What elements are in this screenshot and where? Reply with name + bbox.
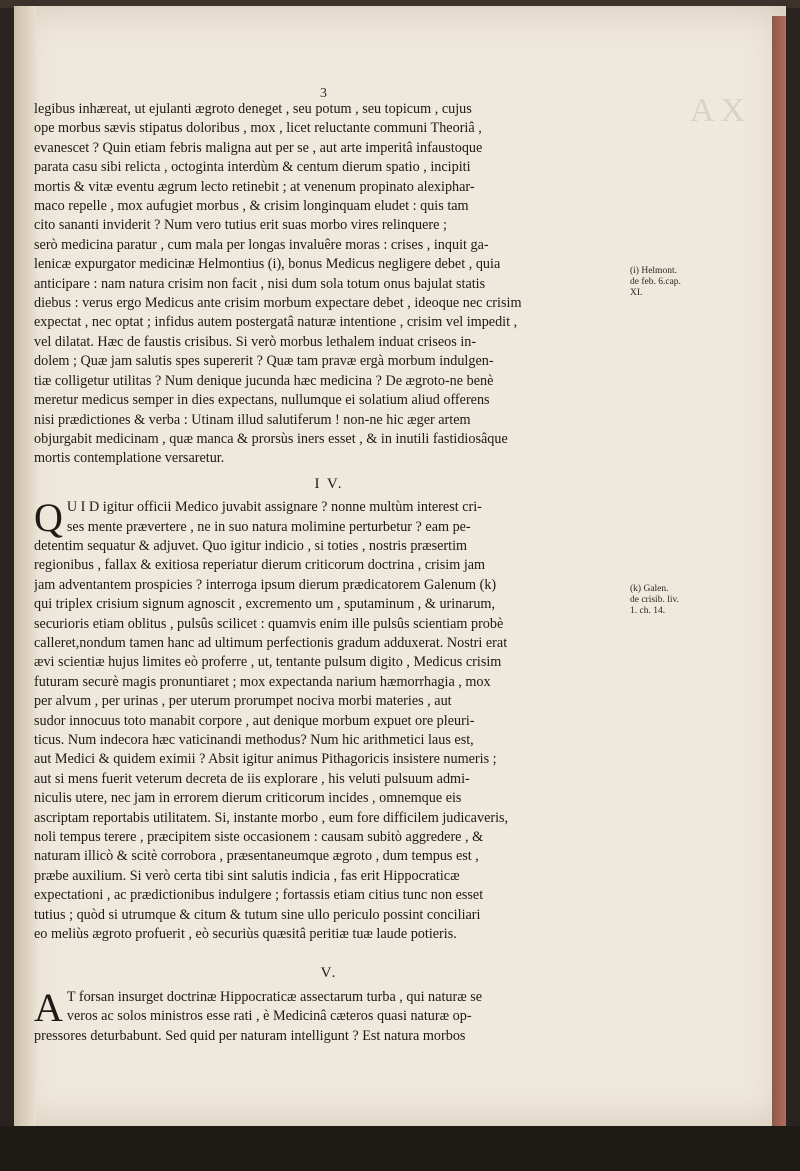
text-line: tutius ; quòd si utrumque & citum & tutum sine ullo periculo possint conciliari bbox=[34, 906, 481, 923]
text-line: lenicæ expurgator medicinæ Helmontius (i), bonus Medicus negligere debet , quia bbox=[34, 256, 501, 273]
text-line: ævi scientiæ hujus limites eò proferre , ut, tentante pulsum digito , Medicus crisim bbox=[34, 654, 502, 671]
text-line: serò medicina paratur , cum mala per longas invaluêre moras : crises , inquit ga- bbox=[34, 236, 489, 253]
text-line: jam adventantem prospicies ? interroga ipsum dierum prædicatorem Galenum (k) bbox=[34, 576, 497, 593]
text-line: calleret,nondum tamen hanc ad ultimum perfectionis gradum adduxerat. Nostri erat bbox=[34, 634, 508, 651]
text-line: legibus inhæreat, ut ejulanti ægroto deneget , seu potum , seu topicum , cujus bbox=[34, 101, 472, 117]
text-line: objurgabit medicinam , quæ manca & prorsùs iners esset , & in inutili fastidiosâque bbox=[34, 430, 508, 447]
page-binding bbox=[14, 6, 36, 1136]
text-line: mortis contemplatione versaretur. bbox=[34, 450, 225, 467]
text-line: dolem ; Quæ jam salutis spes supererit ? Quæ tam pravæ ergà morbum indulgen- bbox=[34, 353, 494, 370]
paragraph-1 bbox=[34, 100, 624, 469]
note-line: 1. ch. 14. bbox=[630, 606, 666, 616]
text-line: ticus. Num indecora hæc vaticinandi methodus? Num hic arithmetici laus est, bbox=[34, 732, 474, 748]
text-line: eo meliùs ægroto profuerit , eò securiùs quæsitâ peritiæ tuæ laude potieris. bbox=[34, 926, 457, 943]
show-through-ghost: AX bbox=[690, 92, 752, 129]
text-line: sudor innocuus toto manabit corpore , aut denique morbum expuet ore pleuri- bbox=[34, 712, 475, 729]
text-line: ope morbus sævis stipatus doloribus , mox , licet reluctante communi Theoriâ , bbox=[34, 120, 482, 137]
text-line: cito sananti inviderit ? Num vero tutius erit suas morbo vires relinquere ; bbox=[34, 217, 447, 234]
text-line: vel dilatat. Hæc de faustis crisibus. Si verò morbus lethalem induat criseos in- bbox=[34, 333, 477, 350]
text-line: U I D igitur officii Medico juvabit assignare ? nonne multùm interest cri- bbox=[66, 499, 482, 516]
margin-note-i bbox=[630, 266, 681, 299]
note-line: de feb. 6.cap. bbox=[630, 277, 681, 287]
text-line: anticipare : nam natura crisim non facit , nisi dum sola totum onus bajulat statis bbox=[34, 275, 486, 292]
text-line: qui triplex crisium signum agnoscit , excremento um , sputaminum , & urinarum, bbox=[34, 596, 496, 613]
text-line: meretur medicus semper in dies expectans, nullumque ei solatium aliud offerens bbox=[34, 392, 490, 409]
page-edge bbox=[772, 16, 786, 1136]
main-text bbox=[34, 100, 624, 1046]
text-line: maco repelle , mox aufugiet morbus , & crisim longinquam eludet : quis tam bbox=[34, 198, 469, 215]
paragraph-3 bbox=[34, 984, 624, 1046]
text-line: aut si mens fuerit veterum decreta de iis explorare , his veluti pulsuum admi- bbox=[34, 770, 470, 787]
text-line: evanescet ? Quin etiam febris maligna aut per se , aut arte imperitâ infaustoque bbox=[34, 139, 483, 156]
text-line: mortis & vitæ eventu ægrum lecto retinebit ; at venenum propinato alexiphar- bbox=[34, 178, 475, 195]
note-line: XI. bbox=[630, 288, 643, 298]
text-line: nisi prædictiones & verba : Utinam illud salutiferum ! non-ne hic æger artem bbox=[34, 411, 471, 428]
text-line: pressores deturbabunt. Sed quid per naturam intelligunt ? Est natura morbos bbox=[34, 1027, 466, 1044]
text-line: regionibus , fallax & exitiosa reperiatur dierum criticorum doctrina , crisim jam bbox=[34, 557, 486, 574]
drop-cap-a: A bbox=[34, 984, 63, 1030]
text-line: futuram securè magis pronuntiaret ; mox expectanda narium hæmorrhagia , mox bbox=[34, 673, 491, 690]
page-number: 3 bbox=[320, 86, 327, 101]
text-line: naturam illicò & scitè corrobora , præsentaneumque ægroto , dum tempus est , bbox=[34, 848, 479, 865]
text-line: veros ac solos ministros esse rati , è Medicinâ cæteros quasi naturæ op- bbox=[66, 1008, 472, 1025]
section-heading-iv: I V. bbox=[314, 475, 344, 492]
text-line: expectat , nec optat ; infidus autem postergatâ naturæ intentione , crisim vel impedit , bbox=[34, 314, 518, 331]
text-line: securioris etiam oblitus , pulsûs scilicet : quamvis enim ille pulsûs scientiam probè bbox=[34, 615, 504, 632]
text-line: præbe auxilium. Si verò certa tibi sint salutis indicia , fas erit Hippocraticæ bbox=[34, 867, 460, 884]
margin-note-k bbox=[630, 584, 679, 617]
text-line: diebus : verus ergo Medicus ante crisim morbum expectare debet , ideoque nec crisim bbox=[34, 295, 522, 312]
note-line: (k) Galen. bbox=[630, 584, 669, 594]
text-line: noli tempus terere , præcipitem siste occasionem : causam subitò aggredere , & bbox=[34, 829, 484, 846]
text-line: tiæ colligetur utilitas ? Num denique jucunda hæc medicina ? De ægroto-ne benè bbox=[34, 372, 494, 389]
text-line: T forsan insurget doctrinæ Hippocraticæ assectarum turba , qui naturæ se bbox=[66, 988, 483, 1005]
scan-bottom-border bbox=[0, 1126, 800, 1171]
section-heading-v: V. bbox=[320, 965, 338, 982]
text-line: aut Medici & quidem eximii ? Absit igitur animus Pithagoricis insistere numeris ; bbox=[34, 751, 497, 768]
text-line: detentim sequatur & adjuvet. Quo igitur indicio , si toties , nostris præsertim bbox=[34, 537, 468, 554]
text-line: ascriptam reportabis utilitatem. Si, instante morbo , eum fore difficilem judicaveris, bbox=[34, 809, 509, 826]
text-line: per alvum , per urinas , per uterum prorumpet nociva morbi materies , aut bbox=[34, 693, 452, 710]
drop-cap-q: Q bbox=[34, 495, 63, 541]
text-line: expectationi , ac prædictionibus indulgere ; fortassis etiam citius tunc non esset bbox=[34, 887, 484, 904]
text-line: ses mente prævertere , ne in suo natura molimine perturbetur ? eam pe- bbox=[66, 518, 471, 535]
note-line: de crisib. liv. bbox=[630, 595, 679, 605]
text-line: parata casu sibi relicta , octoginta interdùm & centum dierum spatio , incipiti bbox=[34, 159, 471, 176]
paragraph-2 bbox=[34, 495, 624, 944]
text-line: niculis utere, nec jam in errorem dierum criticorum incides , omnemque eis bbox=[34, 790, 462, 807]
note-line: (i) Helmont. bbox=[630, 266, 677, 276]
